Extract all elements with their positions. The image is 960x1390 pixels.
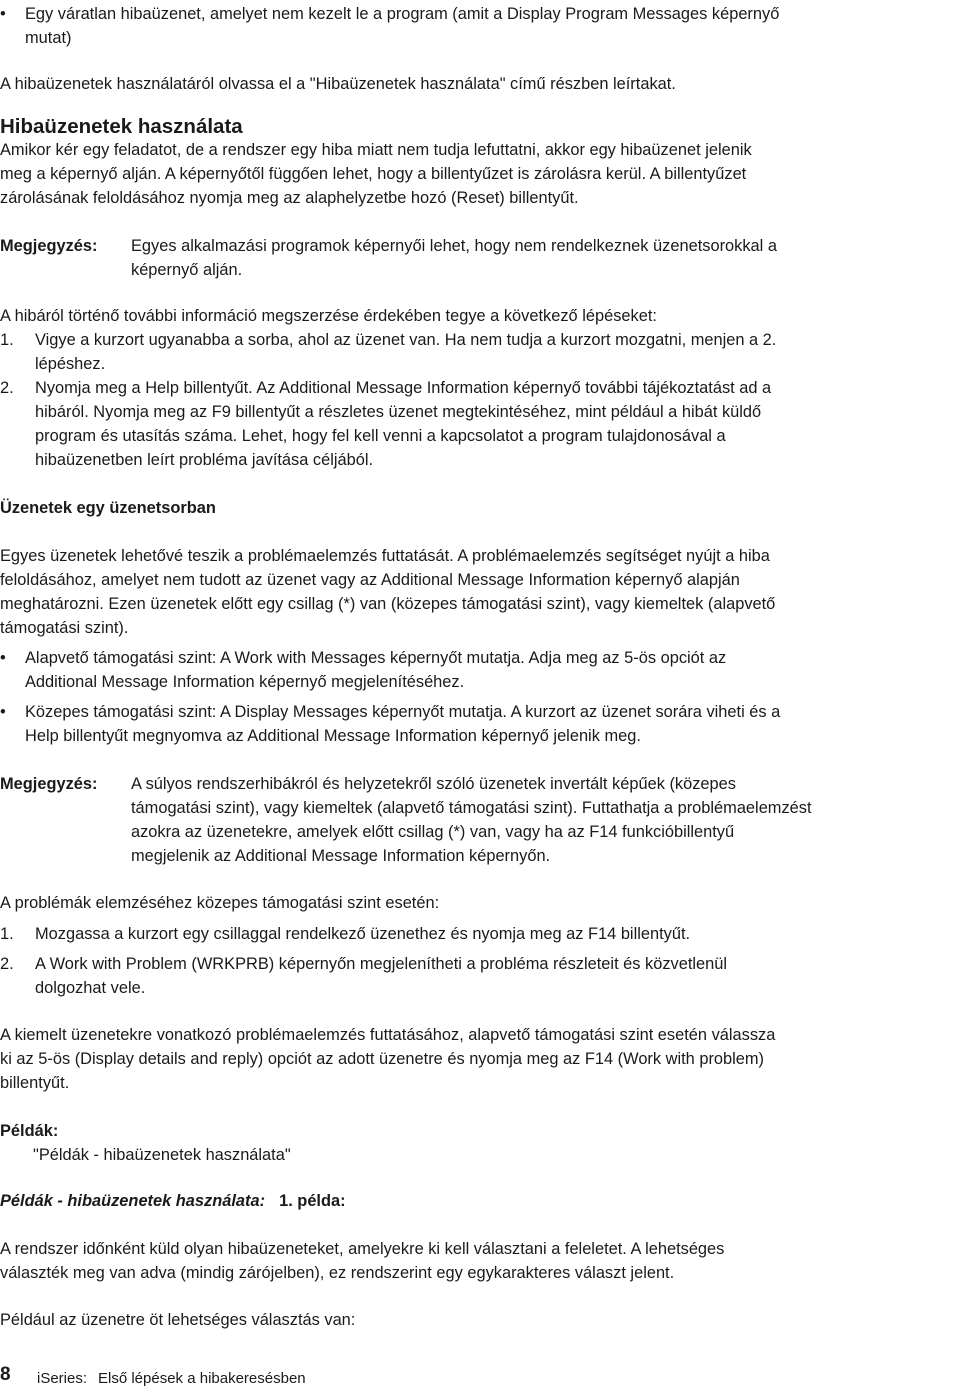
bullet-line: Additional Message Information képernyő megjelenítéséhez.	[25, 673, 465, 691]
examples-link[interactable]: "Példák - hibaüzenetek használata"	[33, 1146, 291, 1164]
step-line: Vigye a kurzort ugyanabba a sorba, ahol az üzenet van. Ha nem tudja a kurzort mozgatni, menjen a 2.	[35, 331, 777, 349]
bullet-line: mutat)	[25, 29, 72, 47]
section-heading: Hibaüzenetek használata	[0, 115, 243, 138]
paragraph-line: feloldásához, amelyet nem tudott az üzenet vagy az Additional Message Information képernyő alapján	[0, 571, 740, 589]
bullet-line: Alapvető támogatási szint: A Work with Messages képernyőt mutatja. Adja meg az 5-ös opciót az	[25, 649, 727, 667]
paragraph-line: támogatási szint).	[0, 619, 129, 637]
bullet-marker: •	[0, 703, 6, 721]
bullet-marker: •	[0, 5, 6, 23]
paragraph-line: meg a képernyő alján. A képernyőtől függően lehet, hogy a billentyűzet is zárolásra kerül. A billentyűzet	[0, 165, 747, 183]
paragraph-line: zárolásának feloldásához nyomja meg az alaphelyzetbe hozó (Reset) billentyűt.	[0, 189, 579, 207]
footer-product: iSeries:	[37, 1370, 88, 1387]
example-heading	[0, 1191, 346, 1211]
step-line: lépéshez.	[35, 355, 106, 373]
footer-title: Első lépések a hibakeresésben	[98, 1370, 306, 1387]
examples-label: Példák:	[0, 1122, 59, 1140]
note-label: Megjegyzés:	[0, 775, 98, 793]
step-line: dolgozhat vele.	[35, 979, 146, 997]
paragraph-line: A rendszer időnként küld olyan hibaüzeneteket, amelyekre ki kell választani a feleletet. A lehetséges	[0, 1240, 725, 1258]
note-label: Megjegyzés:	[0, 237, 98, 255]
note-line: A súlyos rendszerhibákról és helyzetekről szóló üzenetek invertált képűek (közepes	[131, 775, 736, 793]
paragraph-line: Egyes üzenetek lehetővé teszik a problémaelemzés futtatását. A problémaelemzés segítséget nyújt a hiba	[0, 547, 770, 565]
step-line: A Work with Problem (WRKPRB) képernyőn megjelenítheti a probléma részleteit és közvetlenül	[35, 955, 728, 973]
paragraph-line: ki az 5-ös (Display details and reply) opciót az adott üzenetre és nyomja meg az F14 (Work with problem)	[0, 1050, 765, 1068]
bullet-line: Egy váratlan hibaüzenet, amelyet nem kezelt le a program (amit a Display Program Messages képernyő	[25, 5, 780, 23]
note-line: képernyő alján.	[131, 261, 243, 279]
analysis-intro: A problémák elemzéséhez közepes támogatási szint esetén:	[0, 894, 440, 912]
step-number: 2.	[0, 955, 14, 973]
reference-line: A hibaüzenetek használatáról olvassa el a "Hibaüzenetek használata" című részben leírtakat.	[0, 75, 676, 93]
step-number: 2.	[0, 379, 14, 397]
step-line: program és utasítás száma. Lehet, hogy fel kell venni a kapcsolatot a program tulajdonosával a	[35, 427, 726, 445]
step-line: hibáról. Nyomja meg az F9 billentyűt a részletes üzenet megtekintéséhez, mint például a hibát küldő	[35, 403, 762, 421]
paragraph-line: meghatározni. Ezen üzenetek előtt egy csillag (*) van (közepes támogatási szint), vagy kiemeltek (alapvető	[0, 595, 776, 613]
example-heading-italic: Példák - hibaüzenetek használata:	[0, 1192, 266, 1210]
paragraph-line: Amikor kér egy feladatot, de a rendszer egy hiba miatt nem tudja lefuttatni, akkor egy hibaüzenet jelenik	[0, 141, 752, 159]
step-line: hibaüzenetben leírt probléma javítása céljából.	[35, 451, 374, 469]
bullet-line: Közepes támogatási szint: A Display Messages képernyőt mutatja. A kurzort az üzenet sorára viheti és a	[25, 703, 781, 721]
paragraph-line: A kiemelt üzenetekre vonatkozó problémaelemzés futtatásához, alapvető támogatási szint esetén válassza	[0, 1026, 776, 1044]
example-heading-number: 1. példa:	[279, 1192, 346, 1210]
steps-intro: A hibáról történő további információ megszerzése érdekében tegye a következő lépéseket:	[0, 307, 657, 325]
paragraph-line: választék meg van adva (mindig zárójelben), ez rendszerint egy egykarakteres választ jelent.	[0, 1264, 675, 1282]
section-heading: Üzenetek egy üzenetsorban	[0, 499, 216, 517]
example-intro: Például az üzenetre öt lehetséges választás van:	[0, 1311, 356, 1329]
note-line: támogatási szint), vagy kiemeltek (alapvető támogatási szint). Futtathatja a problémaelemzést	[131, 799, 812, 817]
step-line: Nyomja meg a Help billentyűt. Az Additional Message Information képernyő további tájékoztatást ad a	[35, 379, 772, 397]
note-line: Egyes alkalmazási programok képernyői lehet, hogy nem rendelkeznek üzenetsorokkal a	[131, 237, 777, 255]
note-line: azokra az üzenetekre, amelyek előtt csillag (*) van, vagy ha az F14 funkcióbillentyű	[131, 823, 735, 841]
step-number: 1.	[0, 925, 14, 943]
note-line: megjelenik az Additional Message Information képernyőn.	[131, 847, 551, 865]
bullet-marker: •	[0, 649, 6, 667]
step-number: 1.	[0, 331, 14, 349]
page-number: 8	[0, 1364, 11, 1385]
bullet-line: Help billentyűt megnyomva az Additional Message Information képernyő jelenik meg.	[25, 727, 641, 745]
paragraph-line: billentyűt.	[0, 1074, 70, 1092]
step-line: Mozgassa a kurzort egy csillaggal rendelkező üzenethez és nyomja meg az F14 billentyűt.	[35, 925, 691, 943]
